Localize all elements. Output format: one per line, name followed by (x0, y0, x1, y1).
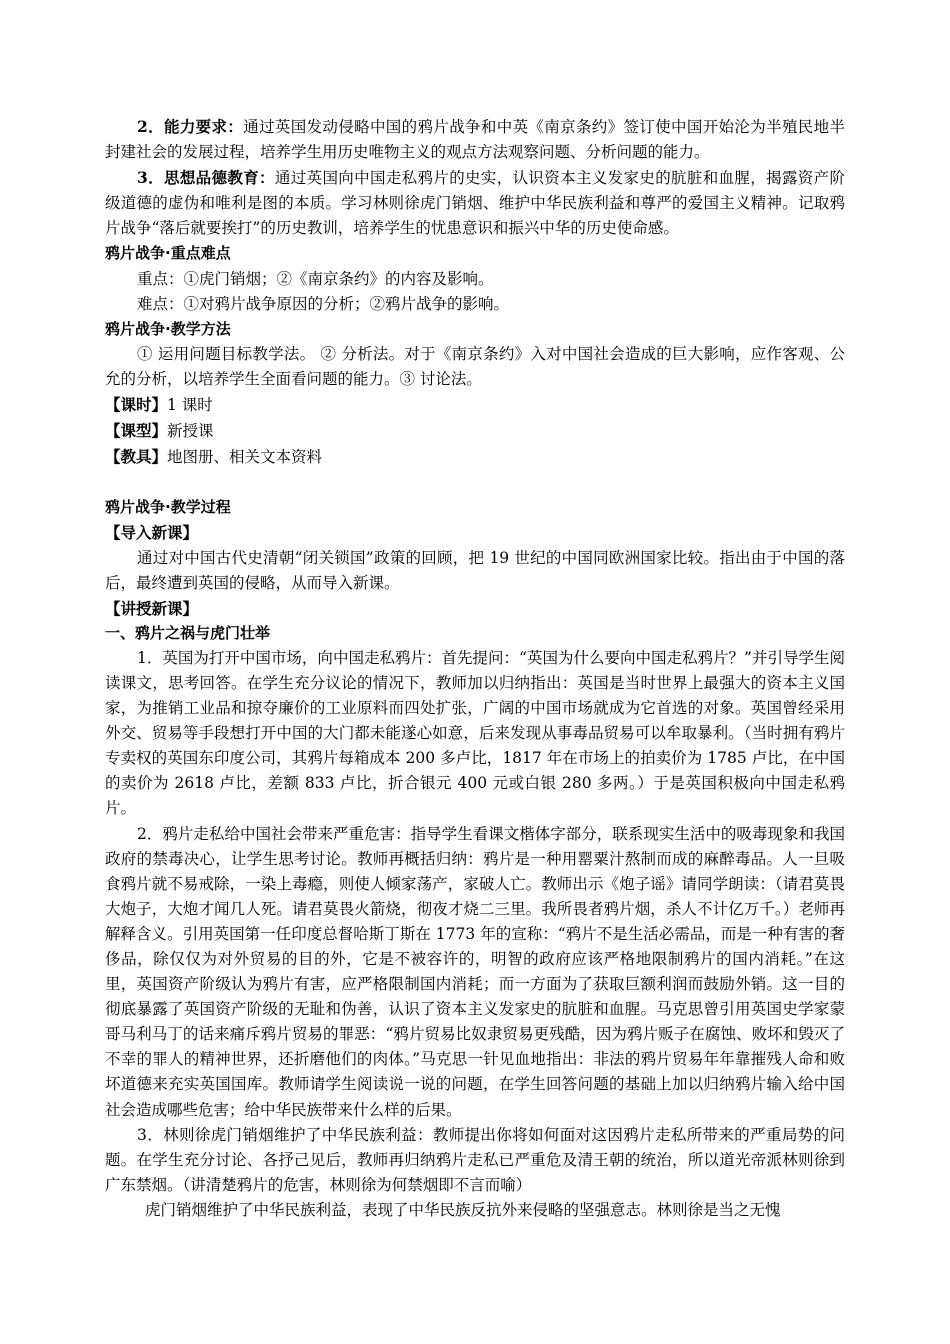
tools-line (105, 444, 845, 470)
methods-text: ① 运用问题目标教学法。 ② 分析法。对于《南京条约》入对中国社会造成的巨大影响，应作客观、公允的分析，以培养学生全面看问题的能力。③ 讨论法。 (105, 344, 845, 388)
type-line (105, 418, 845, 444)
type-value: 新授课 (167, 422, 214, 441)
key-point: 重点：①虎门销烟；②《南京条约》的内容及影响。 (137, 269, 494, 288)
paragraph-2: 2．鸦片走私给中国社会带来严重危害：指导学生看课文楷体字部分，联系现实生活中的吸毒现象和我国政府的禁毒决心，让学生思考讨论。教师再概括归纳：鸦片是一种用罂粟汁熬制而成的麻醉毒品。人一旦吸食鸦片就不易戒除，一染上毒瘾，则使人倾家荡产，家破人亡。教师出示《炮子谣》请同学朗读：（请君莫畏大炮子，大炮才闻几人死。请君莫畏火箭烧，彻夜才烧二三里。我所畏者鸦片烟，杀人不计亿万千。）老师再解释含义。引用英国第一任印度总督哈斯丁斯在 1773 年的宣称：“鸦片不是生活必需品，而是一种有害的奢侈品，除仅仅为对外贸易的目的外，它是不被容许的，明智的政府应该严格地限制鸦片的国内消耗。”在这里，英国资产阶级认为鸦片有害，应严格限制国内消耗；而一方面为了获取巨额利润而鼓励外销。这一目的彻底暴露了英国资产阶级的无耻和伪善，认识了资本主义发家史的肮脏和血腥。马克思曾引用英国史学家蒙哥马利马丁的话来痛斥鸦片贸易的罪恶：“鸦片贸易比奴隶贸易更残酷，因为鸦片贩子在腐蚀、败坏和毁灭了不幸的罪人的精神世界，还折磨他们的肉体。”马克思一针见血地指出：非法的鸦片贸易年年靠摧残人命和败坏道德来充实英国国库。教师请学生阅读说一说的问题，在学生回答问题的基础上加以归纳鸦片输入给中国社会造成哪些危害；给中华民族带来什么样的后果。 (105, 824, 845, 1119)
paragraph-3: 3．林则徐虎门销烟维护了中华民族利益：教师提出你将如何面对这因鸦片走私所带来的严重局势的问题。在学生充分讨论、各抒己见后，教师再归纳鸦片走私已严重危及清王朝的统治，所以道光帝派林则徐到广东禁烟。（讲清楚鸦片的危害，林则徐为何禁烟即不言而喻） (105, 1125, 845, 1194)
hours-value: 1 课时 (167, 396, 213, 415)
methods-heading: 鸦片战争·教学方法 (105, 319, 231, 338)
type-label: 【课型】 (105, 421, 168, 441)
paragraph-4: 虎门销烟维护了中华民族利益，表现了中华民族反抗外来侵略的坚强意志。林则徐是当之无愧 (145, 1200, 781, 1219)
moral-paragraph (105, 165, 845, 241)
difficult-point: 难点：①对鸦片战争原因的分析；②鸦片战争的影响。 (137, 294, 510, 313)
ability-paragraph (105, 114, 845, 165)
key-points-heading: 鸦片战争·重点难点 (105, 244, 231, 263)
process-heading: 鸦片战争·教学过程 (105, 498, 231, 517)
paragraph-1: 1．英国为打开中国市场，向中国走私鸦片：首先提问：“英国为什么要向中国走私鸦片？”并引导学生阅读课文，思考回答。在学生充分议论的情况下，教师加以归纳指出：英国是当时世界上最强大的资本主义国家，为推销工业品和掠夺廉价的工业原料而四处扩张，广阔的中国市场就成为它首选的对象。英国曾经采用外交、贸易等手段想打开中国的大门都未能遂心如意，后来发现从事毒品贸易可以牟取暴利。（当时拥有鸦片专卖权的英国东印度公司，其鸦片每箱成本 200 多卢比，1817 年在市场上的拍卖价为 1785 卢比，在中国的卖价为 2618 卢比，差额 833 卢比，折合银元 400 元或白银 280 多两。）于是英国积极向中国走私鸦片。 (105, 648, 845, 818)
spacer (105, 470, 845, 495)
section1-title: 一、鸦片之祸与虎门壮举 (105, 623, 271, 642)
intro-label: 【导入新课】 (105, 523, 199, 543)
document-page (105, 114, 845, 1223)
lecture-label: 【讲授新课】 (105, 598, 199, 618)
tools-value: 地图册、相关文本资料 (167, 448, 323, 467)
moral-text: 通过英国向中国走私鸦片的史实，认识资本主义发家史的肮脏和血腥，揭露资产阶级道德的虚伪和唯利是图的本质。学习林则徐虎门销烟、维护中华民族利益和尊严的爱国主义精神。记取鸦片战争“落后就要挨打”的历史教训，培养学生的忧患意识和振兴中华的历史使命感。 (105, 169, 845, 238)
moral-label: 3．思想品德教育： (137, 168, 275, 188)
ability-text: 通过英国发动侵略中国的鸦片战争和中英《南京条约》签订使中国开始沦为半殖民地半封建社会的发展过程，培养学生用历史唯物主义的观点方法观察问题、分析问题的能力。 (105, 118, 845, 162)
hours-line (105, 392, 845, 418)
ability-label: 2．能力要求： (137, 117, 244, 136)
hours-label: 【课时】 (105, 395, 168, 415)
intro-text: 通过对中国古代史清朝“闭关锁国”政策的回顾，把 19 世纪的中国同欧洲国家比较。指出由于中国的落后，最终遭到英国的侵略，从而导入新课。 (105, 548, 845, 592)
tools-label: 【教具】 (105, 447, 168, 467)
